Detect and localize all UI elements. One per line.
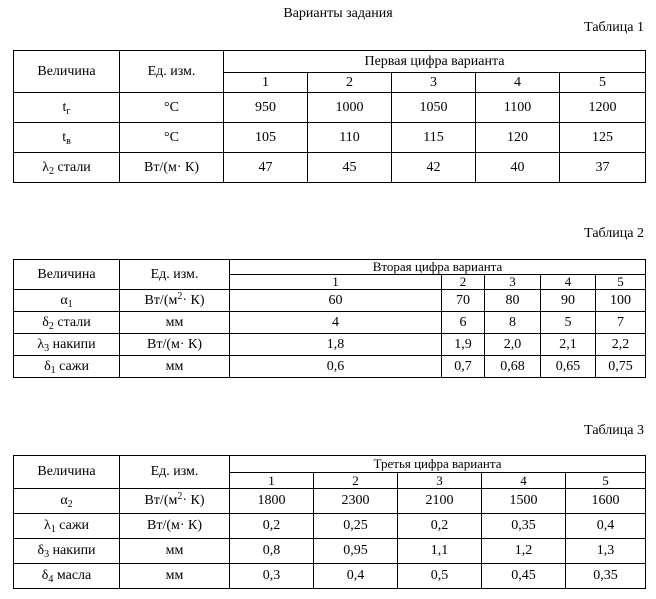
unit-cell: мм xyxy=(120,564,230,589)
value-cell: 40 xyxy=(476,153,560,183)
value-cell: 47 xyxy=(224,153,308,183)
table-row xyxy=(14,153,646,183)
table3-header-quantity: Величина xyxy=(14,456,120,489)
table1-col-num: 2 xyxy=(308,73,392,93)
unit-cell: мм xyxy=(120,539,230,564)
value-cell: 70 xyxy=(442,290,485,312)
value-cell: 950 xyxy=(224,93,308,123)
value-cell: 0,35 xyxy=(566,564,646,589)
value-cell: 1500 xyxy=(482,489,566,514)
table1-col-num: 5 xyxy=(560,73,646,93)
value-cell: 1,1 xyxy=(398,539,482,564)
value-cell: 0,4 xyxy=(566,514,646,539)
value-cell: 60 xyxy=(230,290,442,312)
value-cell: 125 xyxy=(560,123,646,153)
quantity-cell: $\alpha_1$ xyxy=(14,290,120,312)
table2-col-num: 1 xyxy=(230,275,442,290)
table1-col-num: 4 xyxy=(476,73,560,93)
unit-cell: Вт/(м· К) xyxy=(120,514,230,539)
value-cell: 2,0 xyxy=(485,334,541,356)
unit-cell: °C xyxy=(120,93,224,123)
value-cell: 0,35 xyxy=(482,514,566,539)
value-cell: 0,2 xyxy=(398,514,482,539)
table3-col-num: 2 xyxy=(314,473,398,489)
value-cell: 2,1 xyxy=(541,334,596,356)
value-cell: 6 xyxy=(442,312,485,334)
value-cell: 0,5 xyxy=(398,564,482,589)
table-row xyxy=(14,93,646,123)
table3-col-num: 3 xyxy=(398,473,482,489)
unit-cell: Вт/(м· К) xyxy=(120,153,224,183)
unit-cell: Вт/(м· К) xyxy=(120,334,230,356)
value-cell: 2100 xyxy=(398,489,482,514)
table-row xyxy=(14,564,646,589)
value-cell: 37 xyxy=(560,153,646,183)
value-cell: 1600 xyxy=(566,489,646,514)
unit-cell: $Вт/(м^2\cdot К)$ xyxy=(120,290,230,312)
table-row xyxy=(14,356,646,378)
unit-cell: мм xyxy=(120,356,230,378)
table3-caption: Таблица 3 xyxy=(584,423,644,438)
table2-caption: Таблица 2 xyxy=(584,226,644,241)
value-cell: 1100 xyxy=(476,93,560,123)
value-cell: 0,65 xyxy=(541,356,596,378)
value-cell: 120 xyxy=(476,123,560,153)
table1-header-quantity: Величина xyxy=(14,51,120,93)
table3-header-group: Третья цифра варианта xyxy=(230,456,646,473)
quantity-cell: $\lambda_2$ стали xyxy=(14,153,120,183)
table1-header-group: Первая цифра варианта xyxy=(224,51,646,73)
unit-cell: $Вт/(м^2\cdot К)$ xyxy=(120,489,230,514)
table3-col-num: 5 xyxy=(566,473,646,489)
table-row xyxy=(14,334,646,356)
table-row xyxy=(14,514,646,539)
value-cell: 0,45 xyxy=(482,564,566,589)
table1-caption: Таблица 1 xyxy=(584,20,644,35)
table3 xyxy=(13,455,646,589)
table2-header-unit: Ед. изм. xyxy=(120,260,230,290)
quantity-cell: $\delta_2$ стали xyxy=(14,312,120,334)
value-cell: 1200 xyxy=(560,93,646,123)
table3-header-unit: Ед. изм. xyxy=(120,456,230,489)
table1-col-num: 1 xyxy=(224,73,308,93)
value-cell: 1,8 xyxy=(230,334,442,356)
quantity-cell: $t_г$ xyxy=(14,93,120,123)
table1-header-unit: Ед. изм. xyxy=(120,51,224,93)
table2-col-num: 4 xyxy=(541,275,596,290)
table-row xyxy=(14,312,646,334)
value-cell: 1800 xyxy=(230,489,314,514)
value-cell: 42 xyxy=(392,153,476,183)
table2-header-group: Вторая цифра варианта xyxy=(230,260,646,275)
table1 xyxy=(13,50,646,183)
quantity-cell: $\lambda_1$ сажи xyxy=(14,514,120,539)
value-cell: 45 xyxy=(308,153,392,183)
value-cell: 0,25 xyxy=(314,514,398,539)
table2-col-num: 5 xyxy=(596,275,646,290)
value-cell: 0,4 xyxy=(314,564,398,589)
document-title: Варианты задания xyxy=(283,6,393,21)
value-cell: 0,6 xyxy=(230,356,442,378)
value-cell: 2300 xyxy=(314,489,398,514)
value-cell: 100 xyxy=(596,290,646,312)
table3-col-num: 4 xyxy=(482,473,566,489)
unit-cell: °C xyxy=(120,123,224,153)
value-cell: 4 xyxy=(230,312,442,334)
table-row xyxy=(14,539,646,564)
quantity-cell: $\delta_3$ накипи xyxy=(14,539,120,564)
value-cell: 0,68 xyxy=(485,356,541,378)
value-cell: 1,2 xyxy=(482,539,566,564)
value-cell: 80 xyxy=(485,290,541,312)
value-cell: 0,8 xyxy=(230,539,314,564)
quantity-cell: $\lambda_3$ накипи xyxy=(14,334,120,356)
table3-col-num: 1 xyxy=(230,473,314,489)
table2-col-num: 3 xyxy=(485,275,541,290)
value-cell: 8 xyxy=(485,312,541,334)
value-cell: 0,3 xyxy=(230,564,314,589)
quantity-cell: $\delta_4$ масла xyxy=(14,564,120,589)
value-cell: 7 xyxy=(596,312,646,334)
value-cell: 0,75 xyxy=(596,356,646,378)
quantity-cell: $t_в$ xyxy=(14,123,120,153)
quantity-cell: $\alpha_2$ xyxy=(14,489,120,514)
value-cell: 1,9 xyxy=(442,334,485,356)
table-row xyxy=(14,290,646,312)
value-cell: 1050 xyxy=(392,93,476,123)
value-cell: 2,2 xyxy=(596,334,646,356)
table2-header-quantity: Величина xyxy=(14,260,120,290)
value-cell: 0,2 xyxy=(230,514,314,539)
value-cell: 115 xyxy=(392,123,476,153)
table2-col-num: 2 xyxy=(442,275,485,290)
value-cell: 0,95 xyxy=(314,539,398,564)
value-cell: 5 xyxy=(541,312,596,334)
unit-cell: мм xyxy=(120,312,230,334)
table-row xyxy=(14,489,646,514)
value-cell: 110 xyxy=(308,123,392,153)
table2 xyxy=(13,259,646,378)
table1-col-num: 3 xyxy=(392,73,476,93)
table-row xyxy=(14,123,646,153)
value-cell: 90 xyxy=(541,290,596,312)
value-cell: 0,7 xyxy=(442,356,485,378)
quantity-cell: $\delta_1$ сажи xyxy=(14,356,120,378)
value-cell: 1000 xyxy=(308,93,392,123)
value-cell: 1,3 xyxy=(566,539,646,564)
value-cell: 105 xyxy=(224,123,308,153)
